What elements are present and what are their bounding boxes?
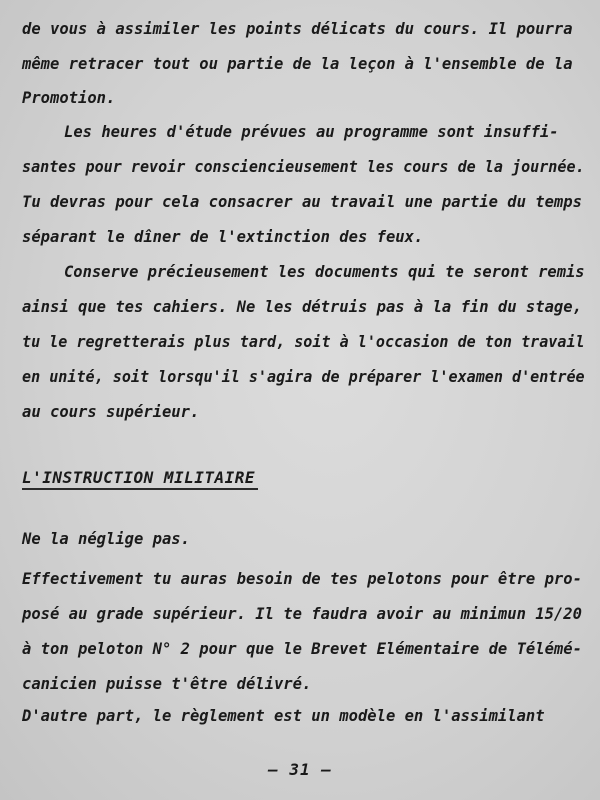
text-line: canicien puisse t'être délivré. (22, 675, 312, 693)
text-line: au cours supérieur. (22, 403, 200, 421)
text-line: posé au grade supérieur. Il te faudra avoir au minimun 15/20 (22, 605, 582, 623)
text-line: même retracer tout ou partie de la leçon à l'ensemble de la (22, 55, 573, 73)
text-line: santes pour revoir consciencieusement les cours de la journée. (22, 158, 585, 176)
text-line: de vous à assimiler les points délicats du cours. Il pourra (22, 20, 573, 38)
text-line: ainsi que tes cahiers. Ne les détruis pas à la fin du stage, (22, 298, 582, 316)
text-line: séparant le dîner de l'extinction des feux. (22, 228, 424, 246)
section-title-underline (22, 488, 258, 490)
page-number: — 31 — (268, 760, 332, 779)
text-line: tu le regretterais plus tard, soit à l'occasion de ton travail (22, 333, 585, 351)
text-line: en unité, soit lorsqu'il s'agira de préparer l'examen d'entrée (22, 368, 585, 386)
text-line: Promotion. (22, 89, 116, 107)
text-line: Effectivement tu auras besoin de tes pelotons pour être pro- (22, 570, 582, 588)
text-line: D'autre part, le règlement est un modèle en l'assimilant (22, 707, 545, 725)
section-title: L'INSTRUCTION MILITAIRE (22, 468, 256, 487)
text-line: Conserve précieusement les documents qui te seront remis (64, 263, 585, 281)
text-line: à ton peloton N° 2 pour que le Brevet Elémentaire de Télémé- (22, 640, 582, 658)
text-line: Tu devras pour cela consacrer au travail une partie du temps (22, 193, 582, 211)
text-line: Les heures d'étude prévues au programme sont insuffi- (64, 123, 559, 141)
text-line: Ne la néglige pas. (22, 530, 190, 548)
